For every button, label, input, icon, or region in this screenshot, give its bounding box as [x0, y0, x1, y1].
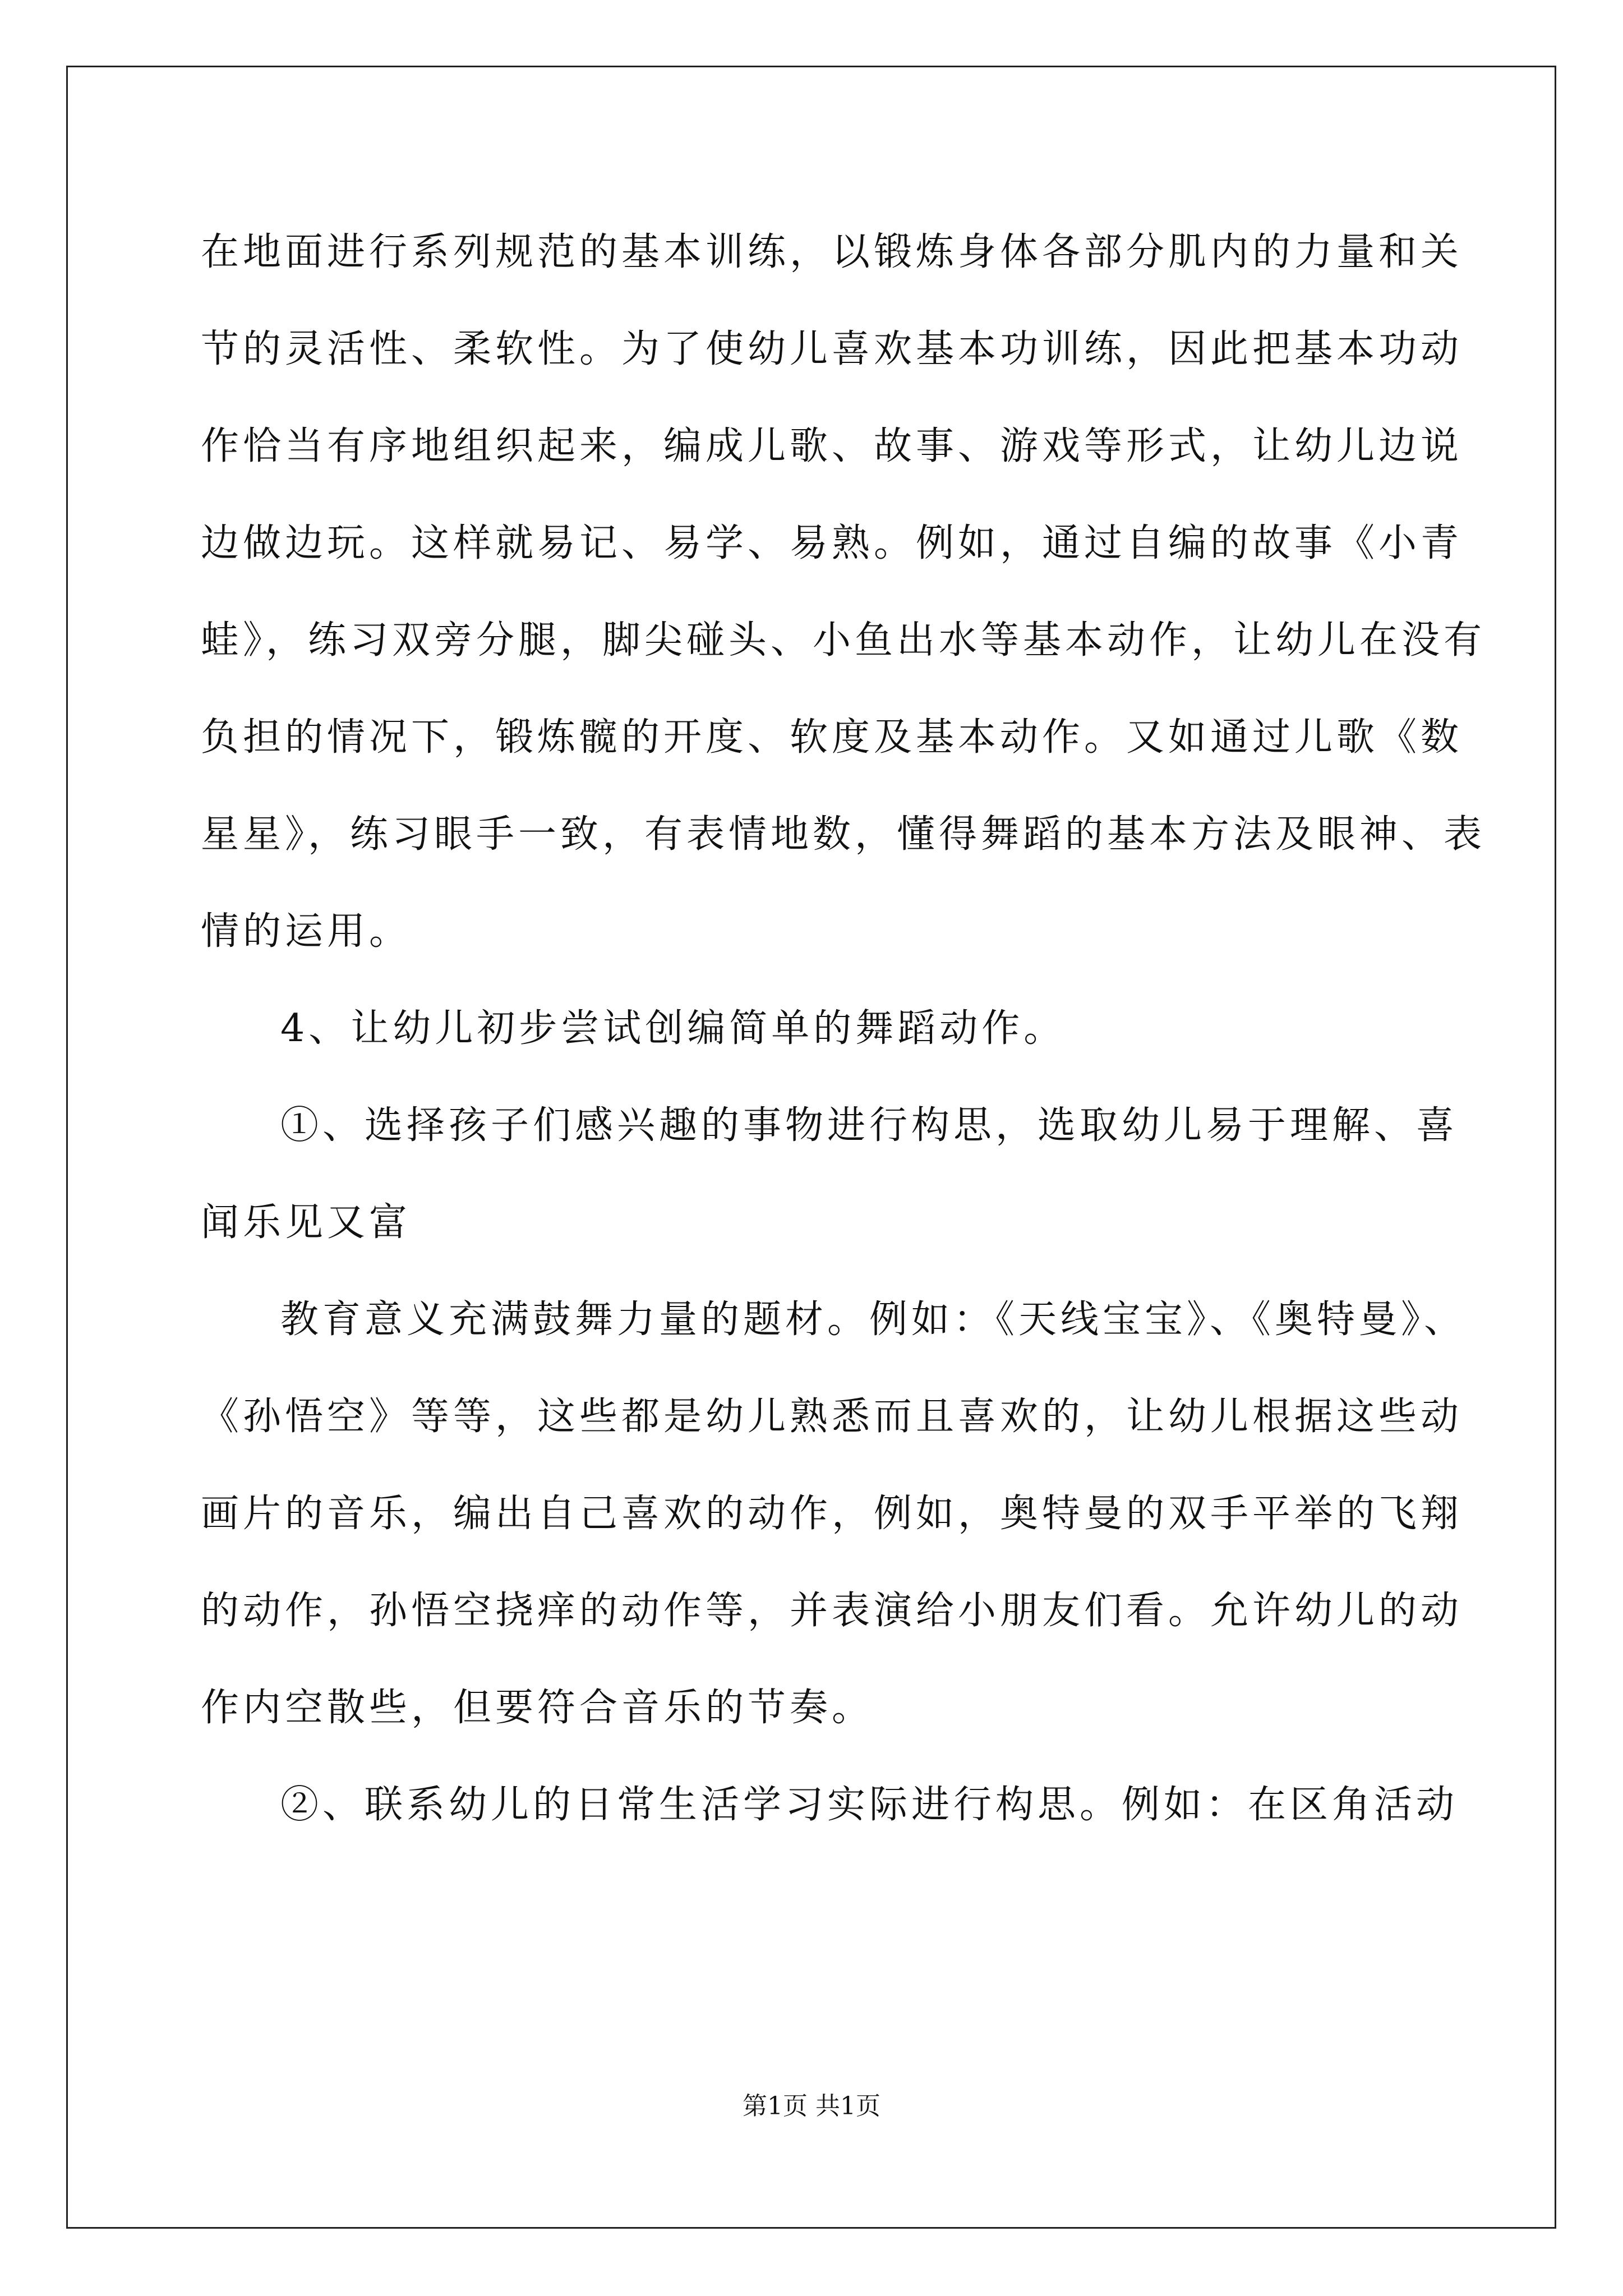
text-line-9: 4、让幼儿初步尝试创编简单的舞蹈动作。 — [280, 1006, 1066, 1051]
document-body — [201, 213, 1486, 1863]
text-line-12: 教育意义充满鼓舞力量的题材。例如：《天线宝宝》、《奥特曼》、 — [280, 1297, 1467, 1342]
text-line-13: 《孙悟空》等等，这些都是幼儿熟悉而且喜欢的，让幼儿根据这些动 — [201, 1395, 1463, 1439]
text-line-6: 负担的情况下，锻炼髋的开度、软度及基本动作。又如通过儿歌《数 — [201, 715, 1463, 760]
text-line-14: 画片的音乐，编出自己喜欢的动作，例如，奥特曼的双手平举的飞翔 — [201, 1492, 1463, 1536]
text-line-5: 蛙》，练习双旁分腿，脚尖碰头、小鱼出水等基本动作，让幼儿在没有 — [201, 618, 1486, 662]
text-line-7: 星星》，练习眼手一致，有表情地数，懂得舞蹈的基本方法及眼神、表 — [201, 812, 1486, 857]
text-line-8: 情的运用。 — [201, 909, 412, 954]
text-line-15: 的动作，孙悟空挠痒的动作等，并表演给小朋友们看。允许幼儿的动 — [201, 1589, 1463, 1633]
text-line-3: 作恰当有序地组织起来，编成儿歌、故事、游戏等形式，让幼儿边说 — [201, 424, 1463, 468]
text-line-1: 在地面进行系列规范的基本训练，以锻炼身体各部分肌内的力量和关 — [201, 230, 1463, 274]
text-line-11: 闻乐见又富 — [201, 1200, 412, 1245]
text-line-17: ②、联系幼儿的日常生活学习实际进行构思。例如：在区角活动 — [280, 1783, 1459, 1827]
page-footer: 第1页 共1页 — [743, 2092, 880, 2120]
text-line-16: 作内空散些，但要符合音乐的节奏。 — [201, 1686, 874, 1730]
text-line-10: ①、选择孩子们感兴趣的事物进行构思，选取幼儿易于理解、喜 — [280, 1103, 1459, 1148]
text-line-2: 节的灵活性、柔软性。为了使幼儿喜欢基本功训练，因此把基本功动 — [201, 327, 1463, 371]
text-line-4: 边做边玩。这样就易记、易学、易熟。例如，通过自编的故事《小青 — [201, 521, 1463, 565]
